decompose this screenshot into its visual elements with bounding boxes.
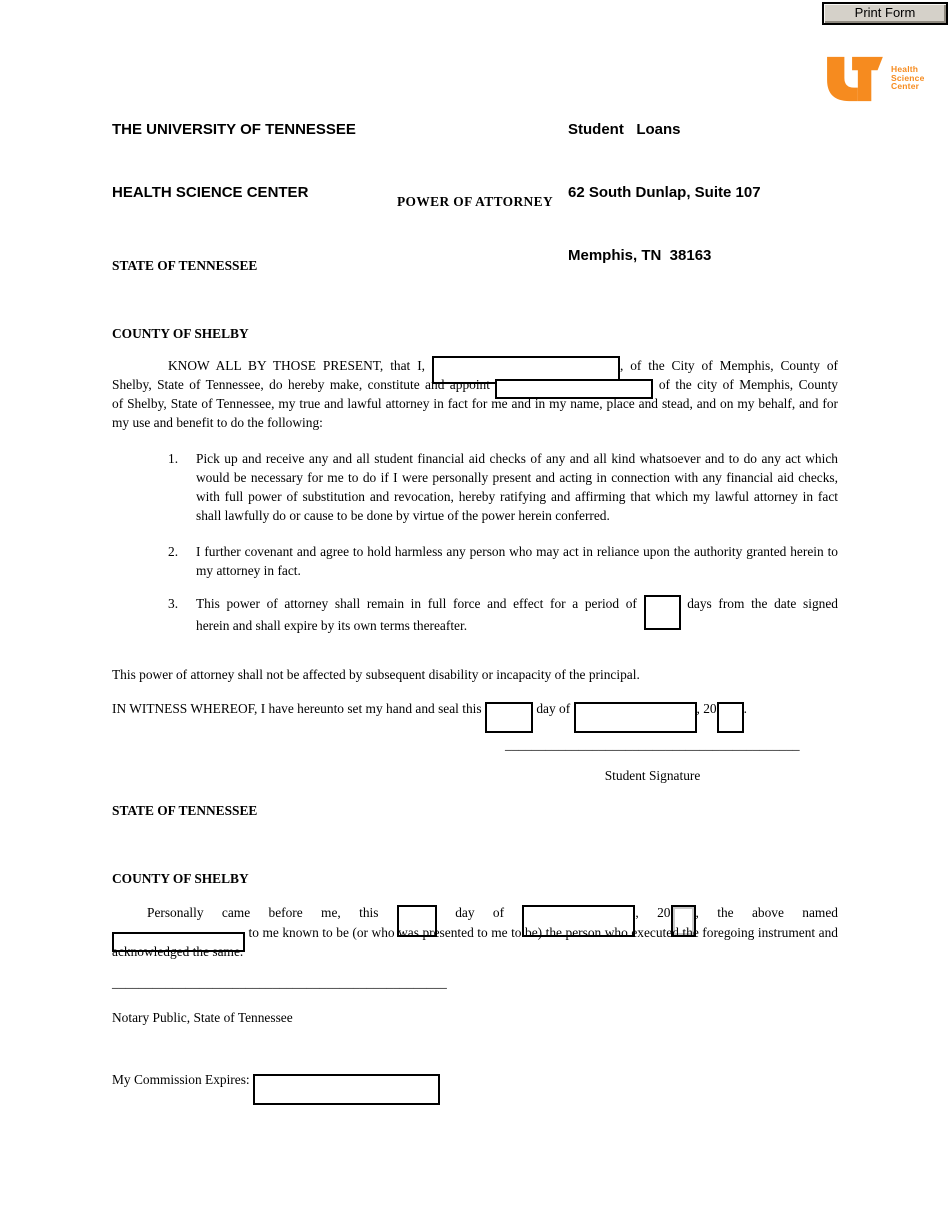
list-item-3-number: 3. xyxy=(168,596,179,611)
print-form-button[interactable]: Print Form xyxy=(822,2,948,25)
logo-text-line2: Science xyxy=(891,72,925,83)
address-line2: Memphis, TN 38163 xyxy=(568,247,712,264)
disability-clause: This power of attorney shall not be affected by subsequent disability or incapacity of the principal. xyxy=(112,667,640,682)
logo-wordmark xyxy=(891,65,925,91)
student-signature-line: ____________________________________________ xyxy=(505,737,800,752)
witness-pre: IN WITNESS WHEREOF, I have hereunto set my hand and seal this xyxy=(112,701,482,716)
county-heading-1: COUNTY OF SHELBY xyxy=(112,326,249,341)
commission-expires-row xyxy=(112,1070,440,1091)
page-title: POWER OF ATTORNEY xyxy=(396,194,554,209)
notary-pre: Personally came before me, this xyxy=(147,905,379,920)
list-item-2 xyxy=(112,542,838,580)
list-item-3-line1 xyxy=(196,594,838,616)
list-item-1-text: Pick up and receive any and all student financial aid checks of any and all kind whatsoever and to do any act which would be necessary for me to do if I were personally present and acting in connection with any financial aid checks, with full power of substitution and revocation, hereby ratifying and affirming that which my lawful attorney in fact shall lawfully do or cause to be done by virtue of the power herein conferred. xyxy=(196,451,838,523)
period-days-field[interactable] xyxy=(644,595,681,630)
poa-paragraph-line1 xyxy=(112,356,838,375)
poa-line1-pre: KNOW ALL BY THOSE PRESENT, that I, xyxy=(168,358,426,373)
witness-clause xyxy=(112,699,852,719)
state-heading-1: STATE OF TENNESSEE xyxy=(112,258,258,273)
notary-dayof: day of xyxy=(455,905,505,920)
period-clause-pre: This power of attorney shall remain in full force and effect for a period of xyxy=(196,596,637,611)
list-item-3-text xyxy=(196,594,838,635)
witness-end: . xyxy=(743,701,747,716)
list-item-3-line2: herein and shall expire by its own terms thereafter. xyxy=(196,617,468,633)
address-line1: 62 South Dunlap, Suite 107 xyxy=(568,184,761,201)
notary-line1 xyxy=(112,903,838,923)
state-heading-2: STATE OF TENNESSEE xyxy=(112,803,258,818)
dept-name: Student Loans xyxy=(568,121,681,138)
list-item-1-number: 1. xyxy=(168,451,179,466)
commission-expires-field[interactable] xyxy=(253,1074,440,1105)
poa-line1-post: , of the City of Memphis, County of xyxy=(619,358,838,373)
logo-text-line1: Health xyxy=(891,64,919,75)
org-name-line2: HEALTH SCIENCE CENTER xyxy=(112,184,309,201)
notary-known-text: to me known to be (or who was presented to me to be) the person who executed the foregoing instrument and acknowledged the same. xyxy=(112,925,838,959)
notary-signature-line: __________________________________________________ xyxy=(112,975,447,990)
list-item-2-number: 2. xyxy=(168,544,179,559)
witness-20: , 20 xyxy=(696,701,717,716)
ut-logo-icon xyxy=(820,53,888,103)
witness-month-field[interactable] xyxy=(574,702,697,733)
student-signature-label: Student Signature xyxy=(604,768,701,783)
witness-dayof: day of xyxy=(536,701,571,716)
org-name-line1: THE UNIVERSITY OF TENNESSEE xyxy=(112,121,356,138)
notary-line2 xyxy=(112,923,838,961)
notary-20: , 20 xyxy=(635,905,671,920)
poa-paragraph xyxy=(112,356,838,432)
list-item-3 xyxy=(112,594,838,635)
poa-paragraph-rest: of Shelby, State of Tennessee, my true and lawful attorney in fact for me and in my name, place and stead, and on my behalf, and for my use and benefit to do the following: xyxy=(112,396,838,430)
logo-text-line3: Center xyxy=(891,81,920,92)
notary-above-named: , the above named xyxy=(695,905,838,920)
header-org xyxy=(112,77,356,245)
commission-expires-label: My Commission Expires: xyxy=(112,1072,250,1087)
period-clause-post: days from the date signed xyxy=(687,596,838,611)
poa-line2-pre: Shelby, State of Tennessee, do hereby make, constitute and appoint xyxy=(112,377,490,392)
witness-day-field[interactable] xyxy=(485,702,533,733)
notary-acknowledgment xyxy=(112,903,838,961)
notary-title: Notary Public, State of Tennessee xyxy=(112,1010,293,1025)
witness-year-field[interactable] xyxy=(717,702,744,733)
ut-logo xyxy=(820,50,942,106)
list-item-1 xyxy=(112,449,838,525)
county-heading-2: COUNTY OF SHELBY xyxy=(112,871,249,886)
poa-line2-post: of the city of Memphis, County xyxy=(658,377,838,392)
poa-paragraph-line2 xyxy=(112,375,838,394)
list-item-2-text: I further covenant and agree to hold harmless any person who may act in reliance upon the authority granted herein to my attorney in fact. xyxy=(196,544,838,578)
